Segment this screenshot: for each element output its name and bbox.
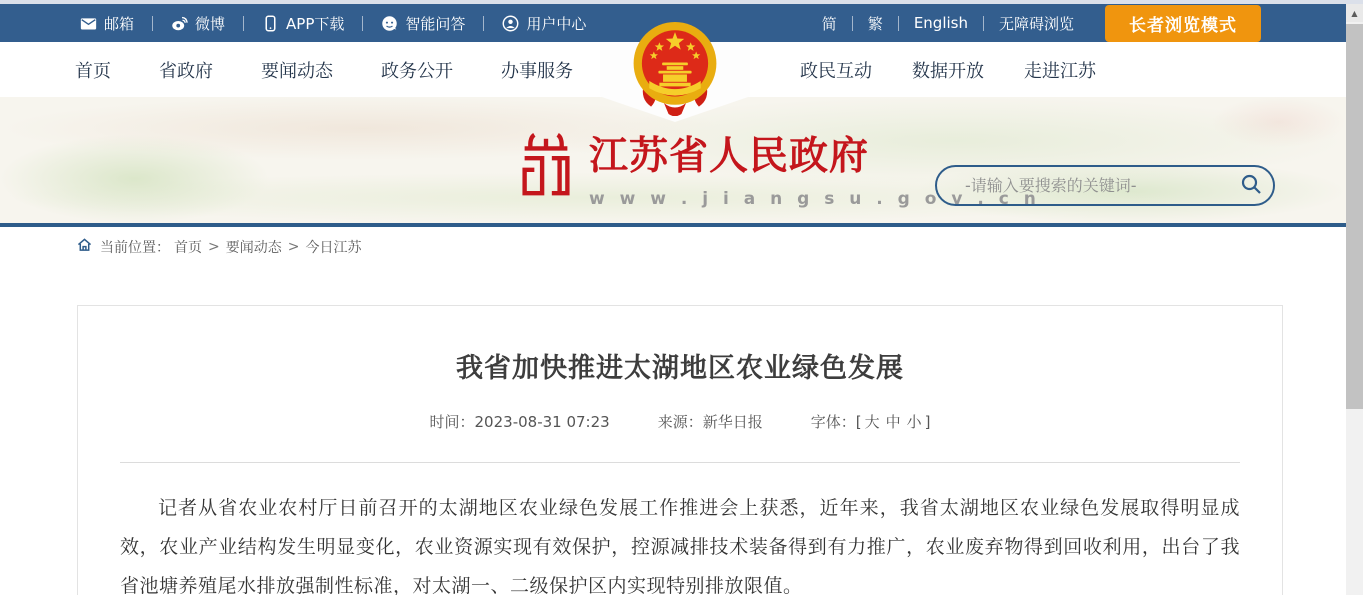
mail-label: 邮箱 [104,14,135,33]
topbar-links [62,13,604,34]
nav-item-provincial-gov[interactable]: 省政府 [159,60,213,82]
font-label: 字体： [810,413,856,431]
font-size-small[interactable]: 小 [906,413,922,431]
nav-item-about-jiangsu[interactable]: 走进江苏 [1024,60,1096,82]
bracket-open: [ [855,413,862,431]
article-meta [78,411,1282,432]
elder-mode-button[interactable]: 长者浏览模式 [1105,5,1261,42]
breadcrumb-label: 当前位置： [100,239,170,256]
mail-link[interactable] [62,13,152,34]
font-size-medium[interactable]: 中 [885,413,901,431]
nav-item-home[interactable]: 首页 [75,60,111,82]
breadcrumb-separator: > [208,238,220,255]
scrollbar-thumb[interactable] [1346,24,1363,409]
breadcrumb-home[interactable]: 首页 [174,239,202,256]
font-size-large[interactable]: 大 [864,413,880,431]
meta-font-size [811,411,931,432]
meta-source [658,411,763,432]
nav-item-news[interactable]: 要闻动态 [261,60,333,82]
nav-left-group [75,42,573,97]
nav-item-gov-affairs[interactable]: 政务公开 [381,60,453,82]
home-icon [77,238,92,256]
time-label: 时间： [429,413,475,431]
breadcrumb [0,231,1346,262]
nav-item-services[interactable]: 办事服务 [501,60,573,82]
breadcrumb-today-jiangsu[interactable]: 今日江苏 [305,239,362,256]
weibo-icon [171,15,188,32]
smart-qa-label: 智能问答 [405,14,466,33]
user-center-link[interactable] [484,13,604,34]
phone-icon [262,15,279,32]
site-url: w w w . j i a n g s u . g o v . c n [589,189,1041,209]
bracket-close: ] [924,413,931,431]
nav-right-group [800,42,1096,97]
site-name: 江苏省人民政府 [589,133,870,179]
accessibility-link[interactable]: 无障碍浏览 [998,14,1074,33]
scrollbar-up-button[interactable]: ▲ [1346,4,1363,22]
search-icon [1239,172,1263,199]
seal-logo-icon [515,131,577,199]
source-value: 新华日报 [702,413,763,431]
meta-time [430,411,610,432]
weibo-link[interactable] [153,13,243,34]
lang-simplified[interactable]: 简 [821,14,837,33]
nav-item-interaction[interactable]: 政民互动 [800,60,872,82]
search-input[interactable] [937,176,1229,195]
app-download-link[interactable] [244,13,362,34]
lang-traditional[interactable]: 繁 [867,14,883,33]
qa-robot-icon [381,15,398,32]
article-card [77,305,1283,595]
national-emblem-icon [629,20,721,116]
smart-qa-link[interactable] [363,13,483,34]
user-icon [502,15,519,32]
weibo-label: 微博 [195,14,226,33]
search-box [935,165,1275,206]
scrollbar[interactable] [1346,4,1363,595]
meta-divider [120,462,1240,463]
nav-item-open-data[interactable]: 数据开放 [912,60,984,82]
breadcrumb-news[interactable]: 要闻动态 [225,239,282,256]
app-download-label: APP下载 [286,14,345,33]
time-value: 2023-08-31 07:23 [474,413,610,431]
article-paragraph: 记者从省农业农村厅日前召开的太湖地区农业绿色发展工作推进会上获悉，近年来，我省太湖地区农业绿色发展取得明显成效，农业产业结构发生明显变化，农业资源实现有效保护，控源减排技术装备得到有力推广，农业废弃物得到回收利用，出台了我省池塘养殖尾水排放强制性标准，对太湖一、二级保护区内实现特别排放限值。 [120,497,1240,595]
breadcrumb-separator: > [287,238,300,255]
source-label: 来源： [657,413,703,431]
article-title: 我省加快推进太湖地区农业绿色发展 [456,353,904,384]
user-center-label: 用户中心 [526,14,587,33]
mail-icon [80,15,97,32]
lang-english[interactable]: English [913,14,968,32]
search-button[interactable] [1229,167,1273,204]
topbar-lang-group [807,5,1336,42]
